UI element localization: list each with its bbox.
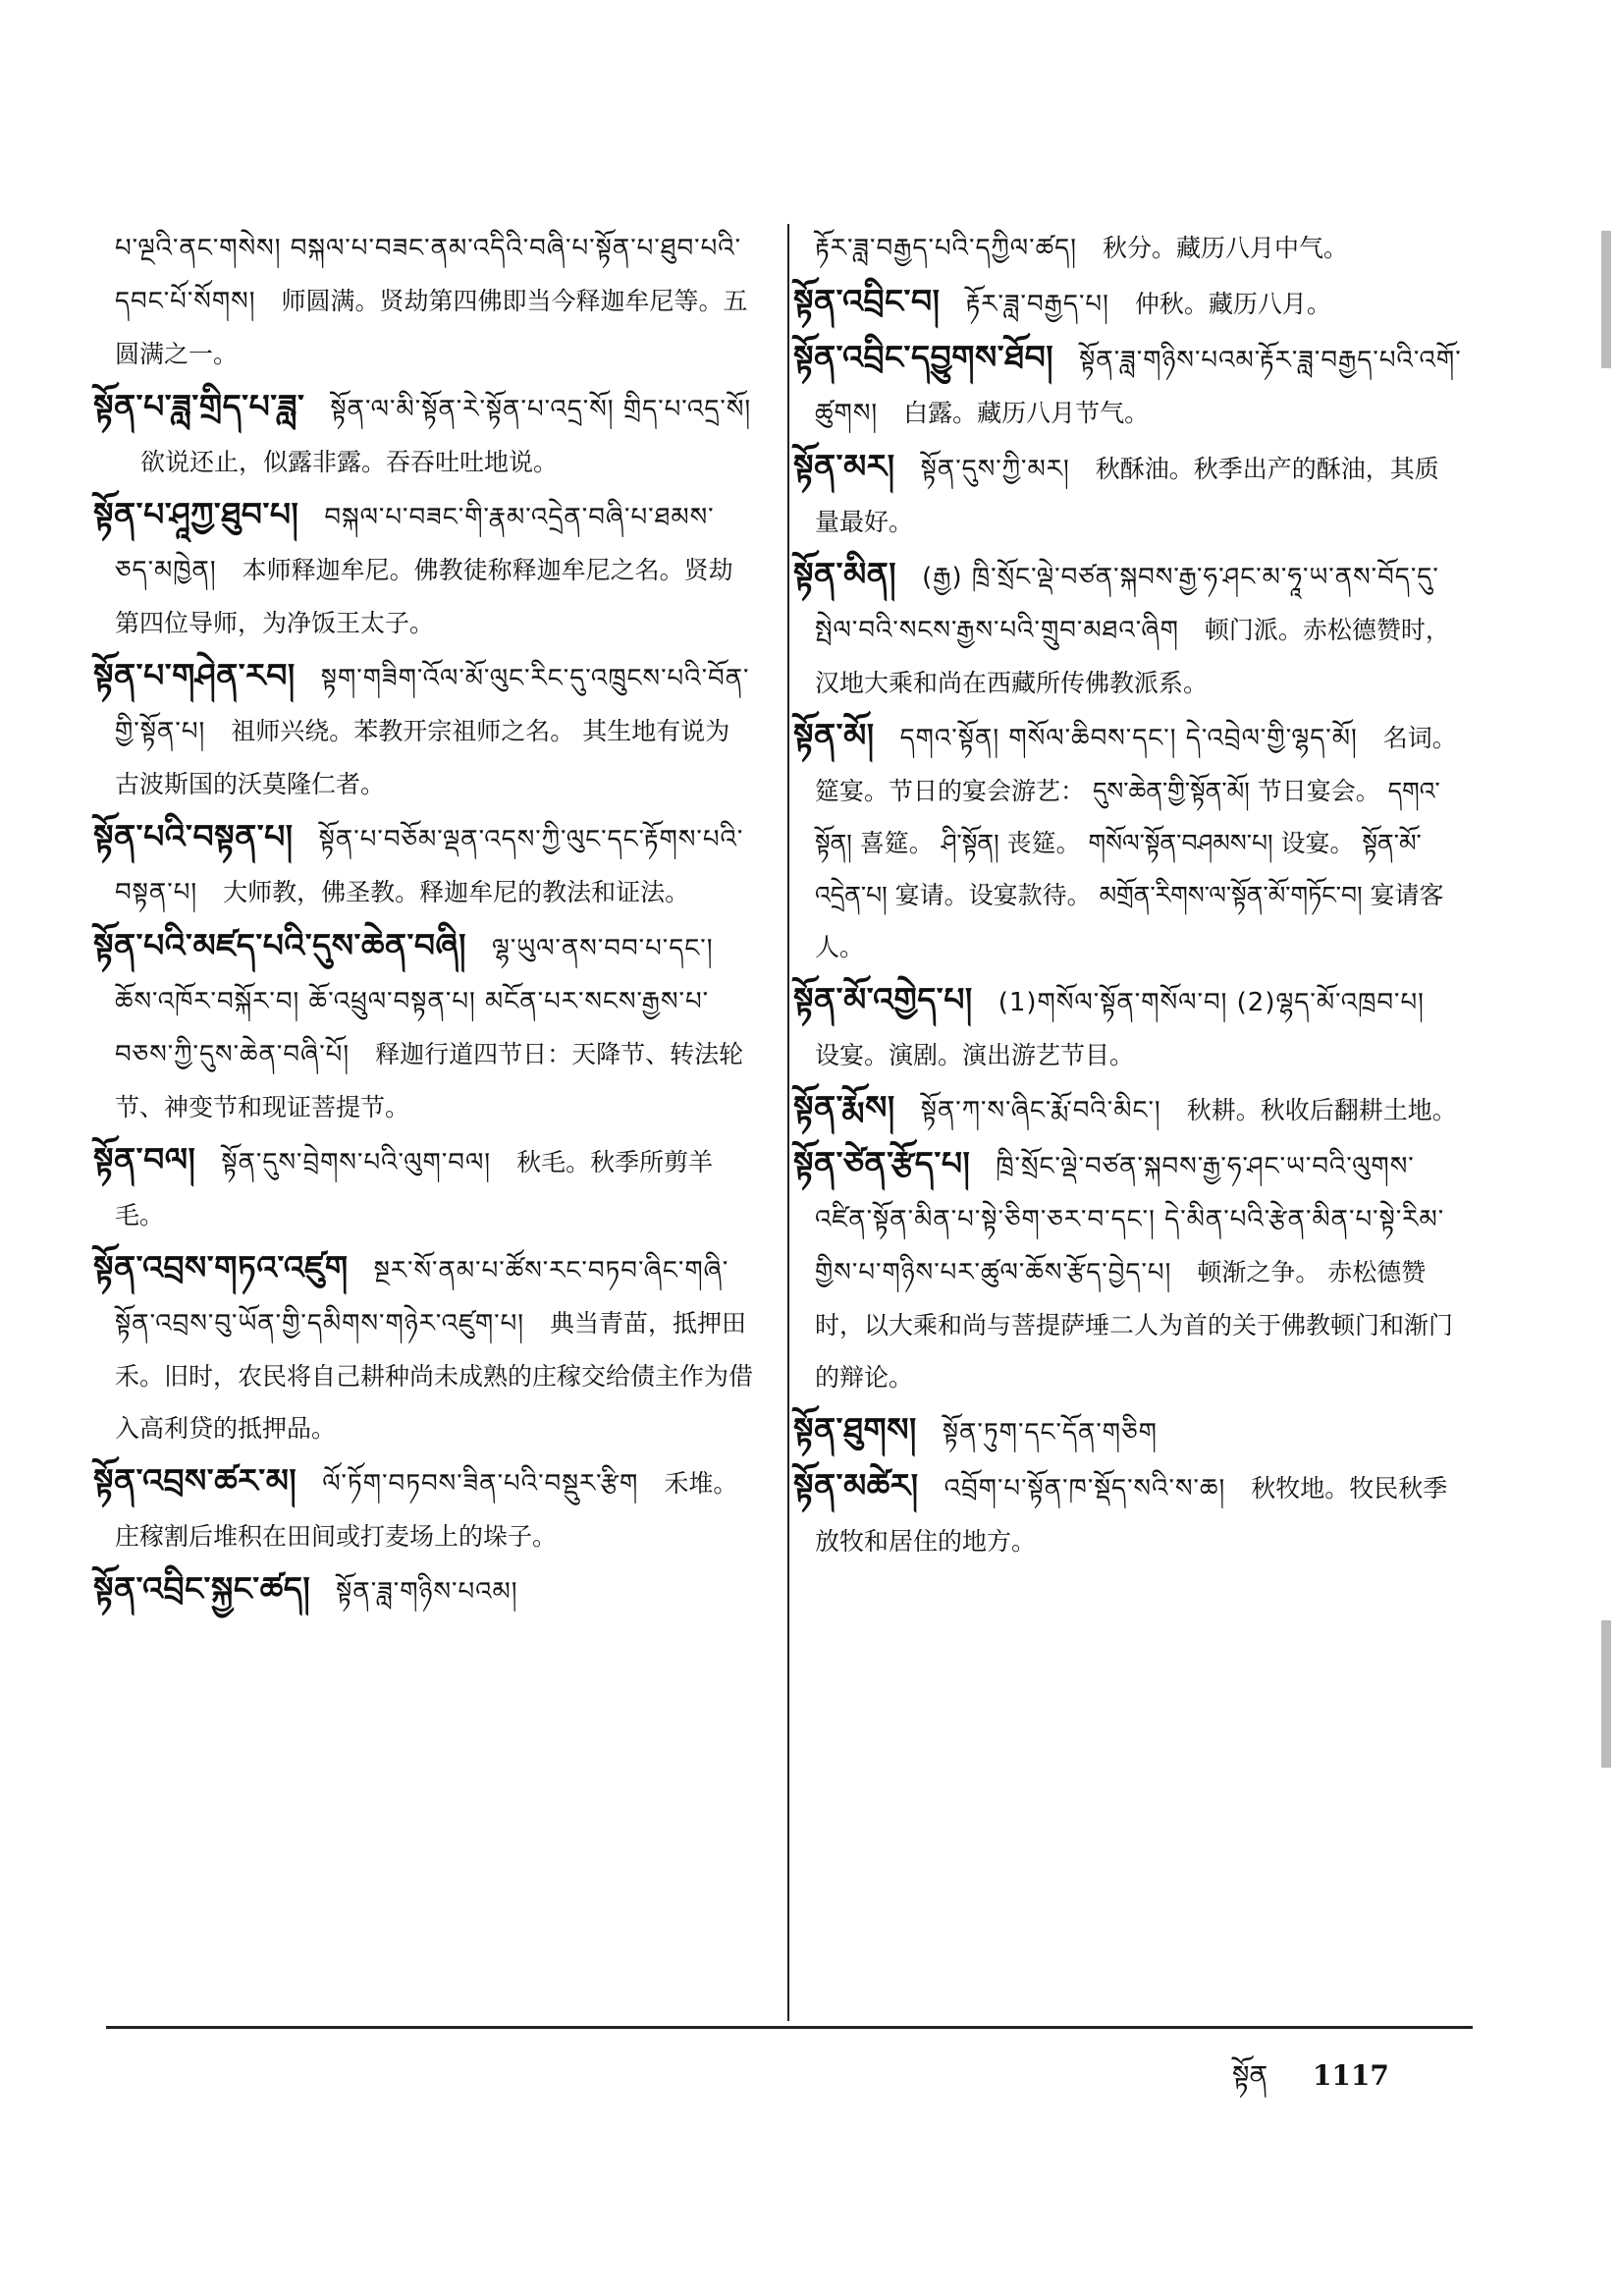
- entry-headword: སྟོན་ཐུགས།: [793, 1410, 917, 1449]
- entry-chinese-definition: 白露。藏历八月节气。: [903, 399, 1150, 427]
- entry-headword: སྟོན་བལ།: [93, 1140, 196, 1178]
- entry-tibetan-definition: བསྐལ་པ་བཟང་གི་རྣམ་འདྲེན་བཞི་པ་ཐམས་ཅད་མཁྱེན།: [115, 503, 715, 585]
- entry-chinese-definition: 秋酥油。秋季出产的酥油，其质量最好。: [815, 455, 1439, 536]
- dictionary-entry: [815, 222, 1463, 275]
- entry-tibetan-definition: འབྲོག་པ་སྟོན་ཁ་སྡོད་སའི་ས་ཆ།: [943, 1474, 1226, 1503]
- right-column: [793, 222, 1463, 1567]
- bottom-rule: [106, 2026, 1473, 2029]
- entry-headword: སྟོན་ཙེན་རྩོད་པ།: [793, 1144, 971, 1182]
- entry-chinese-definition: 本师释迦牟尼。佛教徒称释迦牟尼之名。贤劫第四位导师，为净饭王太子。: [115, 556, 733, 637]
- entry-tibetan-definition: སྟག་གཟིག་འོལ་མོ་ལུང་རིང་དུ་འཁྲུངས་པའི་བོན་གྱི་སྟོན་པ།: [115, 664, 750, 746]
- entry-headword: སྟོན་མོ།: [793, 716, 875, 754]
- entry-tibetan-definition: སྟོན་ཟླ་གཉིས་པའམ་རྟོར་ཟླ་བརྒྱད་པའི་འགོ་ཚུགས།: [815, 346, 1462, 428]
- entry-headword: སྟོན་རྨོས།: [793, 1088, 895, 1126]
- entry-tibetan-definition: ཁྲི་སྲོང་ལྡེ་བཙན་སྐབས་རྒྱ་ཧ་ཤང་ཡ་བའི་ལུགས་འཛིན་སྟོན་མིན་པ་སྟེ་ཅིག་ཅར་བ་དང་། དེ་མིན་པའི་རྩེན་མིན་པ་སྟེ་རིམ་གྱིས་པ་གཉིས་པར་ཚུལ་ཆོས་རྩོད་བྱེད་པ།: [815, 1152, 1445, 1287]
- left-column: [93, 222, 754, 1618]
- entry-headword: སྟོན་འབྲས་གཏའ་འཛུག: [93, 1248, 349, 1286]
- scan-margin-mark: [1601, 1620, 1611, 1768]
- entry-headword: སྟོན་པ་ཤཱཀྱ་ཐུབ་པ།: [93, 495, 299, 533]
- entry-chinese-definition: 顿门派。赤松德赞时，汉地大乘和尚在西藏所传佛教派系。: [815, 616, 1450, 697]
- entry-chinese-definition: 欲说还止，似露非露。吞吞吐吐地说。: [140, 448, 559, 476]
- dictionary-entry: [793, 709, 1463, 973]
- dictionary-entry: [793, 973, 1463, 1081]
- entry-tibetan-definition: རྟོར་ཟླ་བརྒྱད་པའི་དཀྱིལ་ཚད།: [815, 234, 1077, 263]
- entry-tibetan-definition: ལྷ་ཡུལ་ནས་བབ་པ་དང་། ཆོས་འཁོར་བསྐོར་བ། ཆོ་འཕྲུལ་བསྟན་པ། མངོན་པར་སངས་རྒྱས་པ་བཅས་ཀྱི་དུས་ཆེན་བཞི་པོ།: [115, 934, 714, 1069]
- dictionary-entry: [793, 275, 1463, 331]
- dictionary-entry: [93, 1454, 753, 1562]
- entry-headword: སྟོན་འབྲས་ཚར་མ།: [93, 1461, 297, 1500]
- entry-chinese-definition: 秋牧地。牧民秋季放牧和居住的地方。: [815, 1474, 1448, 1556]
- column-divider: [787, 224, 789, 2021]
- dictionary-entry: [793, 331, 1463, 440]
- entry-chinese-definition: 设宴。演剧。演出游艺节目。: [815, 1041, 1135, 1069]
- entry-headword: སྟོན་འབྲིང་སྐྱང་ཚད།: [93, 1569, 311, 1608]
- entry-chinese-definition: 秋毛。秋季所剪羊毛。: [115, 1148, 714, 1230]
- dictionary-entry: [115, 222, 753, 380]
- entry-chinese-definition: 典当青苗，抵押田禾。旧时，农民将自己耕种尚未成熟的庄稼交给债主作为借入高利贷的抵押品。: [115, 1309, 754, 1443]
- entry-tibetan-definition: སྟོན་ཏུག་དང་དོན་གཅིག: [942, 1418, 1158, 1448]
- entry-chinese-definition: 师圆满。贤劫第四佛即当今释迦牟尼等。五圆满之一。: [115, 287, 748, 368]
- entry-chinese-definition: 顿渐之争。 赤松德赞时，以大乘和尚与菩提萨埵二人为首的关于佛教顿门和渐门的辩论。: [815, 1258, 1454, 1392]
- dictionary-entry: [793, 1403, 1463, 1459]
- entry-headword: སྟོན་མོ་འགྱེད་པ།: [793, 980, 973, 1018]
- dictionary-entry: [793, 548, 1463, 709]
- page-number: 1117: [1312, 2059, 1389, 2092]
- entry-tibetan-definition: པ་ལྔའི་ནང་གསེས། བསྐལ་པ་བཟང་ནམ་འདིའི་བཞི་པ་སྟོན་པ་ཐུབ་པའི་དབང་པོ་སོགས།: [115, 234, 742, 316]
- entry-tibetan-definition: (1)གསོལ་སྟོན་གསོལ་བ། (2)ལྷད་མོ་འཁྲབ་པ།: [997, 988, 1425, 1017]
- entry-tibetan-definition: སྔར་སོ་ནམ་པ་ཚོས་རང་བཏབ་ཞིང་གཞི་སྟོན་འབྲས་བུ་ཡོན་གྱི་དམིགས་གཉེར་འཛུག་པ།: [115, 1256, 729, 1339]
- entry-tibetan-definition: ལོ་ཏོག་བཏབས་ཟིན་པའི་བསྡུར་རྩིག: [322, 1469, 639, 1499]
- entry-tibetan-definition: (རྒྱ) ཁྲི་སྲོང་ལྡེ་བཙན་སྐབས་རྒྱ་ཧ་ཤང་མ་ཧཱ་ཡ་ནས་བོད་དུ་སྤེལ་བའི་སངས་རྒྱས་པའི་གྲུབ་མཐའ་ཞིག: [815, 563, 1439, 645]
- entry-headword: སྟོན་མཚེར།: [793, 1466, 919, 1504]
- entry-headword: སྟོན་འབྲིང་དབྱུགས་ཐོབ།: [793, 338, 1054, 376]
- entry-tibetan-definition: རྟོར་ཟླ་བརྒྱད་པ།: [965, 290, 1109, 319]
- dictionary-entry: [793, 1137, 1463, 1403]
- page-footer: [1232, 2045, 1389, 2122]
- entry-headword: སྟོན་པ་གཤེན་རབ།: [93, 656, 296, 694]
- entry-chinese-definition: 禾堆。庄稼割后堆积在田间或打麦场上的垛子。: [115, 1469, 738, 1551]
- entry-tibetan-definition: སྟོན་ཟླ་གཉིས་པའམ།: [336, 1577, 518, 1607]
- entry-headword: སྟོན་པའི་མཛད་པའི་དུས་ཆེན་བཞི།: [93, 926, 466, 964]
- entry-tibetan-definition: སྟོན་ཀ་ས་ཞིང་རྨོ་བའི་མིང་།: [920, 1096, 1161, 1125]
- dictionary-entry: [93, 488, 753, 649]
- dictionary-entry: [93, 1133, 753, 1241]
- dictionary-entry: [93, 810, 753, 919]
- dictionary-entry: [793, 1081, 1463, 1137]
- entry-headword: སྟོན་མིན།: [793, 555, 897, 593]
- entry-headword: སྟོན་པ་ཟླ་གྲིད་པ་ཟླ་: [93, 387, 305, 425]
- entry-tibetan-definition: སྟོན་ལ་མི་སྟོན་རེ་སྟོན་པ་འདྲ་སོ། གྲིད་པ་འདྲ་སོ།: [330, 395, 752, 424]
- dictionary-entry: [793, 440, 1463, 548]
- entry-tibetan-definition: དགའ་སྟོན། གསོལ་ཆིབས་དང་། དེ་འབྲེལ་གྱི་ལྷད་མོ།: [899, 724, 1358, 753]
- footer-headword: སྟོན: [1232, 2059, 1268, 2092]
- entry-tibetan-definition: སྟོན་དུས་བྲེགས་པའི་ལུག་བལ།: [221, 1148, 492, 1177]
- dictionary-entry: [93, 1241, 754, 1454]
- entry-chinese-definition: 祖师兴绕。苯教开宗祖师之名。 其生地有说为古波斯国的沃莫隆仁者。: [115, 717, 730, 798]
- dictionary-entry: [93, 1562, 753, 1618]
- entry-tibetan-definition: སྟོན་པ་བཅོམ་ལྡན་འདས་ཀྱི་ལུང་དང་རྟོགས་པའི་བསྟན་པ།: [115, 825, 744, 907]
- entry-headword: སྟོན་མར།: [793, 447, 895, 485]
- entry-tibetan-definition: སྟོན་དུས་ཀྱི་མར།: [920, 455, 1070, 484]
- entry-chinese-definition: 秋分。藏历八月中气。: [1102, 234, 1348, 262]
- entry-headword: སྟོན་པའི་བསྟན་པ།: [93, 817, 294, 855]
- entry-chinese-definition: 释迦行道四节日：天降节、转法轮节、神变节和现证菩提节。: [115, 1040, 744, 1121]
- dictionary-entry: [93, 380, 753, 488]
- entry-headword: སྟོན་འབྲིང་བ།: [793, 282, 941, 320]
- entry-chinese-definition: 名词。筵宴。节日的宴会游艺： དུས་ཆེན་གྱི་སྟོན་མོ། 节日宴会。 དགའ་སྟོན། 喜筵。 ཤི་སྟོན། 丧筵。 གསོལ་སྟོན་བཤམས་པ། 设宴。 སྟོན་མོ་འདྲེན་པ། 宴请。设宴款待。 མགྲོན་རིགས་ལ་སྟོན་མོ་གཏོང་བ། 宴请客人。: [815, 724, 1457, 961]
- entry-chinese-definition: 仲秋。藏历八月。: [1134, 290, 1331, 318]
- dictionary-entry: [93, 919, 753, 1133]
- dictionary-entry: [93, 649, 753, 810]
- entry-chinese-definition: 大师教，佛圣教。释迦牟尼的教法和证法。: [223, 878, 690, 906]
- scan-margin-mark: [1601, 231, 1611, 368]
- dictionary-entry: [793, 1459, 1463, 1567]
- entry-chinese-definition: 秋耕。秋收后翻耕土地。: [1186, 1096, 1457, 1124]
